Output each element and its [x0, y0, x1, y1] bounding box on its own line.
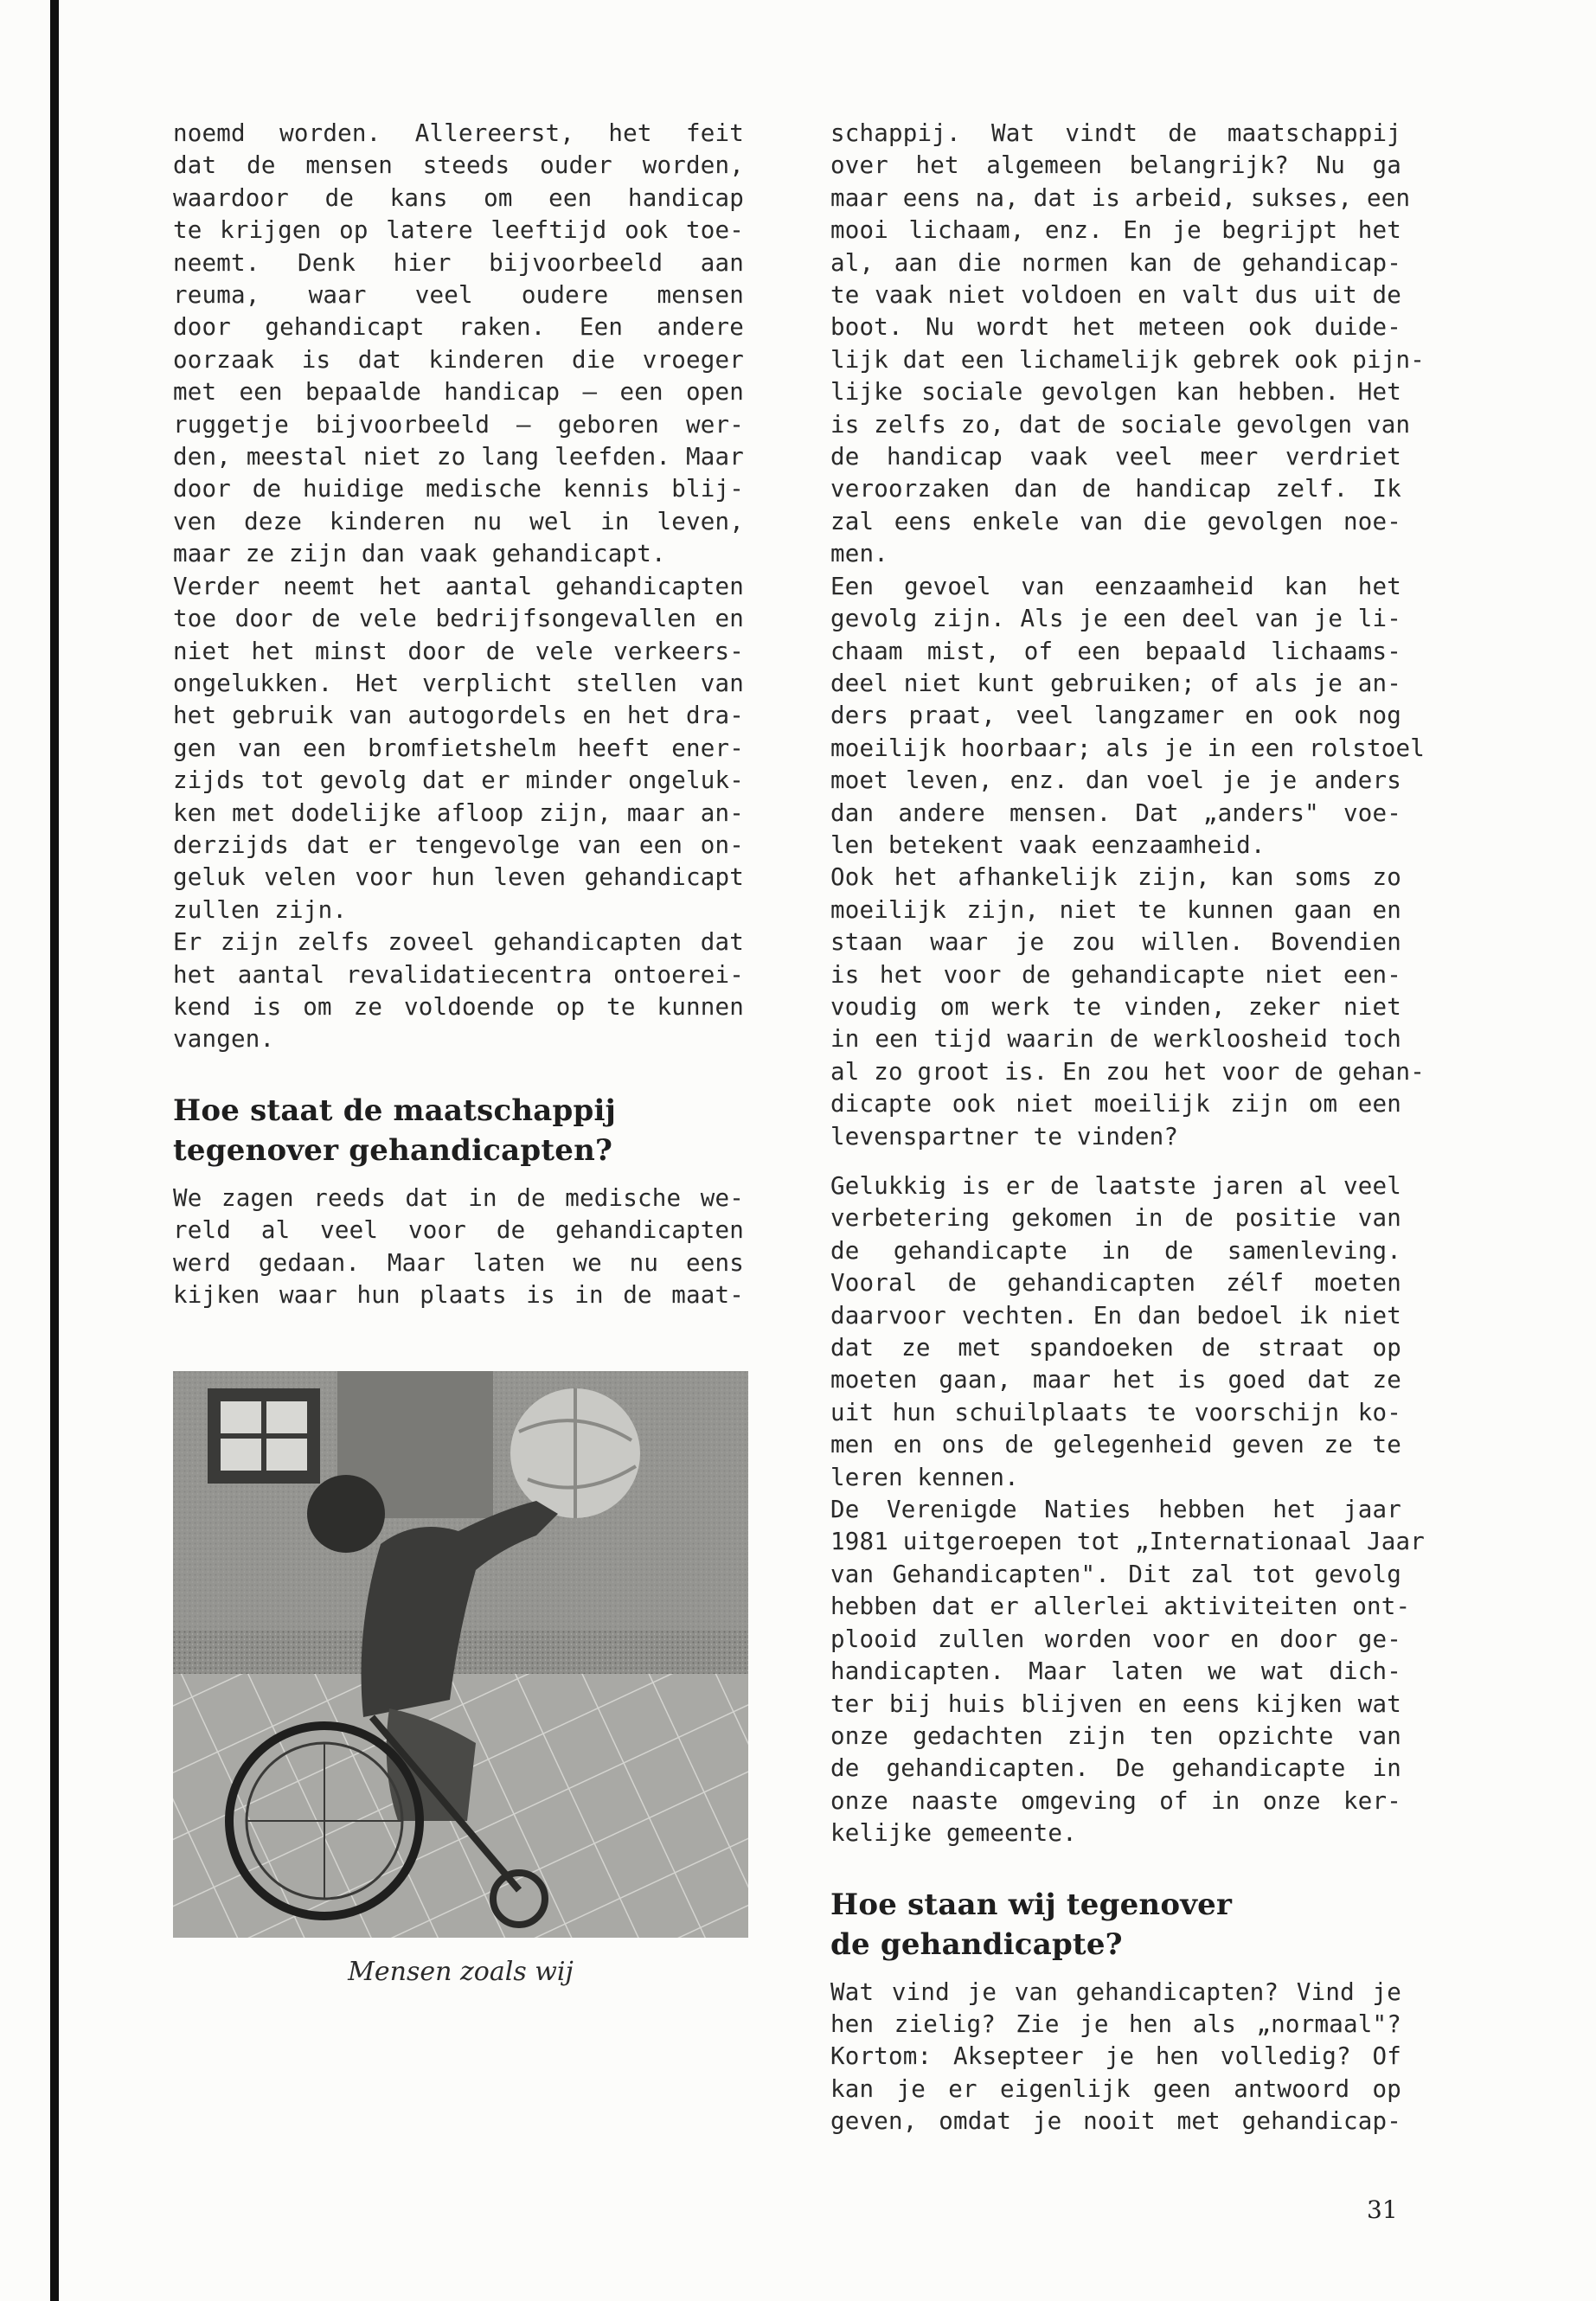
heading-line: Hoe staat de maatschappij [173, 1093, 617, 1128]
text-line: over het algemeen belangrijk? Nu ga [830, 151, 1401, 180]
text-line: verbetering gekomen in de positie van [830, 1204, 1401, 1233]
paragraph [830, 1977, 1401, 2138]
text-line: De Verenigde Naties hebben het jaar [830, 1496, 1401, 1524]
paragraph [173, 926, 744, 1056]
text-line: de gehandicapte in de samenleving. [830, 1236, 1401, 1265]
text-line: hebben dat er allerlei aktiviteiten ont- [830, 1593, 1411, 1621]
text-line: deel niet kunt gebruiken; of als je an- [830, 669, 1401, 697]
text-line: door de huidige medische kennis blij- [173, 475, 744, 503]
text-line: Ook het afhankelijk zijn, kan soms zo [830, 863, 1401, 892]
binding-edge [50, 0, 59, 2301]
text-line: lijk dat een lichamelijk gebrek ook pijn- [830, 345, 1426, 374]
text-line: dat de mensen steeds ouder worden, [173, 151, 744, 180]
paragraph [173, 118, 744, 571]
text-line: moeilijk hoorbaar; als je in een rolstoel [830, 734, 1426, 762]
text-line: ongelukken. Het verplicht stellen van [173, 669, 744, 697]
text-line: handicapten. Maar laten we wat dich- [830, 1657, 1401, 1686]
text-line: te krijgen op latere leeftijd ook toe- [173, 216, 744, 245]
heading-line: tegenover gehandicapten? [173, 1132, 613, 1168]
section-heading [830, 1885, 1401, 1965]
text-line: dan andere mensen. Dat „anders" voe- [830, 798, 1401, 827]
text-line: moet leven, enz. dan voel je je anders [830, 766, 1401, 795]
text-line: zijds tot gevolg dat er minder ongeluk- [173, 766, 744, 795]
text-line: boot. Nu wordt het meteen ook duide- [830, 313, 1401, 342]
text-line: levenspartner te vinden? [830, 1122, 1179, 1150]
text-line: schappij. Wat vindt de maatschappij [830, 119, 1401, 147]
text-line: in een tijd waarin de werkloosheid toch [830, 1025, 1401, 1054]
text-line: 1981 uitgeroepen tot „Internationaal Jaar [830, 1528, 1426, 1556]
text-line: Een gevoel van eenzaamheid kan het [830, 572, 1401, 600]
text-line: onze gedachten zijn ten opzichte van [830, 1721, 1401, 1750]
paragraph [830, 571, 1426, 862]
text-line: al zo groot is. En zou het voor de gehan- [830, 1057, 1426, 1086]
photo-caption: Mensen zoals wij [348, 1957, 574, 1987]
text-line: men en ons de gelegenheid geven ze te [830, 1431, 1401, 1459]
text-line: ruggetje bijvoorbeeld — geboren wer- [173, 410, 744, 439]
text-line: geluk velen voor hun leven gehandicapt [173, 863, 744, 892]
text-line: werd gedaan. Maar laten we nu eens [173, 1248, 744, 1277]
wheelchair-photo [173, 1371, 748, 1938]
text-line: gevolg zijn. Als je een deel van je li- [830, 605, 1401, 633]
text-line: We zagen reeds dat in de medische we- [173, 1183, 744, 1212]
heading-line: de gehandicapte? [830, 1926, 1123, 1962]
text-line: kijken waar hun plaats is in de maat- [173, 1281, 744, 1309]
text-line: al, aan die normen kan de gehandicap- [830, 248, 1401, 277]
text-line: Verder neemt het aantal gehandicapten [173, 572, 744, 600]
text-line: reld al veel voor de gehandicapten [173, 1216, 744, 1245]
text-line: is zelfs zo, dat de sociale gevolgen van [830, 410, 1411, 439]
text-line: plooid zullen worden voor en door ge- [830, 1625, 1401, 1653]
text-line: moeten gaan, maar het is goed dat ze [830, 1366, 1401, 1394]
text-line: veroorzaken dan de handicap zelf. Ik [830, 475, 1401, 503]
text-line: ken met dodelijke afloop zijn, maar an- [173, 798, 744, 827]
text-line: geven, omdat je nooit met gehandicap- [830, 2107, 1401, 2136]
text-line: kelijke gemeente. [830, 1819, 1077, 1848]
paragraph [830, 1494, 1426, 1849]
text-line: hen zielig? Zie je hen als „normaal"? [830, 2009, 1401, 2038]
text-line: staan waar je zou willen. Bovendien [830, 928, 1401, 957]
paragraph [173, 571, 744, 926]
text-line: neemt. Denk hier bijvoorbeeld aan [173, 248, 744, 277]
text-line: dicapte ook niet moeilijk zijn om een [830, 1090, 1401, 1118]
text-line: ter bij huis blijven en eens kijken wat [830, 1689, 1401, 1718]
text-line: de gehandicapten. De gehandicapte in [830, 1754, 1401, 1783]
text-line: moeilijk zijn, niet te kunnen gaan en [830, 895, 1401, 924]
heading-line: Hoe staan wij tegenover [830, 1887, 1233, 1922]
spacer [830, 1153, 1401, 1170]
text-line: uit hun schuilplaats te voorschijn ko- [830, 1398, 1401, 1426]
text-line: ders praat, veel langzamer en ook nog [830, 702, 1401, 730]
text-line: len betekent vaak eenzaamheid. [830, 830, 1266, 859]
paragraph [830, 1170, 1401, 1494]
text-line: leren kennen. [830, 1463, 1019, 1491]
text-line: kend is om ze voldoende op te kunnen [173, 992, 744, 1021]
text-line: Kortom: Aksepteer je hen volledig? Of [830, 2042, 1401, 2071]
text-line: men. [830, 540, 889, 568]
text-line: Vooral de gehandicapten zélf moeten [830, 1269, 1401, 1298]
wheelchair-photo-illustration [173, 1371, 748, 1938]
text-line: zal eens enkele van die gevolgen noe- [830, 507, 1401, 535]
left-column [173, 118, 744, 1311]
text-line: door gehandicapt raken. Een andere [173, 313, 744, 342]
text-line: ven deze kinderen nu wel in leven, [173, 507, 744, 535]
text-line: Wat vind je van gehandicapten? Vind je [830, 1977, 1401, 2006]
text-line: daarvoor vechten. En dan bedoel ik niet [830, 1301, 1401, 1330]
text-line: Gelukkig is er de laatste jaren al veel [830, 1172, 1401, 1200]
text-line: den, meestal niet zo lang leefden. Maar [173, 443, 744, 471]
text-line: noemd worden. Allereerst, het feit [173, 119, 744, 147]
text-line: waardoor de kans om een handicap [173, 183, 744, 212]
text-line: de handicap vaak veel meer verdriet [830, 443, 1401, 471]
page-number: 31 [1367, 2195, 1398, 2224]
text-line: maar ze zijn dan vaak gehandicapt. [173, 540, 666, 568]
text-line: het gebruik van autogordels en het dra- [173, 702, 744, 730]
text-line: van Gehandicapten". Dit zal tot gevolg [830, 1560, 1401, 1588]
text-line: kan je er eigenlijk geen antwoord op [830, 2074, 1401, 2103]
text-line: met een bepaalde handicap — een open [173, 378, 744, 407]
text-line: chaam mist, of een bepaald lichaams- [830, 637, 1401, 665]
text-line: onze naaste omgeving of in onze ker- [830, 1786, 1401, 1815]
section-heading [173, 1091, 744, 1170]
text-line: het aantal revalidatiecentra ontoerei- [173, 960, 744, 989]
text-line: lijke sociale gevolgen kan hebben. Het [830, 378, 1401, 407]
right-column [830, 118, 1426, 2138]
text-line: dat ze met spandoeken de straat op [830, 1334, 1401, 1362]
text-line: reuma, waar veel oudere mensen [173, 281, 744, 310]
text-line: Er zijn zelfs zoveel gehandicapten dat [173, 928, 744, 957]
text-line: voudig om werk te vinden, zeker niet [830, 992, 1401, 1021]
text-line: zullen zijn. [173, 895, 348, 924]
text-line: mooi lichaam, enz. En je begrijpt het [830, 216, 1401, 245]
text-line: niet het minst door de vele verkeers- [173, 637, 744, 665]
text-line: is het voor de gehandicapte niet een- [830, 960, 1401, 989]
paragraph [830, 118, 1426, 571]
text-line: oorzaak is dat kinderen die vroeger [173, 345, 744, 374]
text-line: derzijds dat er tengevolge van een on- [173, 830, 744, 859]
text-line: maar eens na, dat is arbeid, sukses, een [830, 183, 1411, 212]
paragraph [173, 1183, 744, 1312]
text-line: te vaak niet voldoen en valt dus uit de [830, 281, 1401, 310]
text-line: vangen. [173, 1025, 275, 1054]
text-line: gen van een bromfietshelm heeft ener- [173, 734, 744, 762]
paragraph [830, 862, 1426, 1153]
text-line: toe door de vele bedrijfsongevallen en [173, 605, 744, 633]
